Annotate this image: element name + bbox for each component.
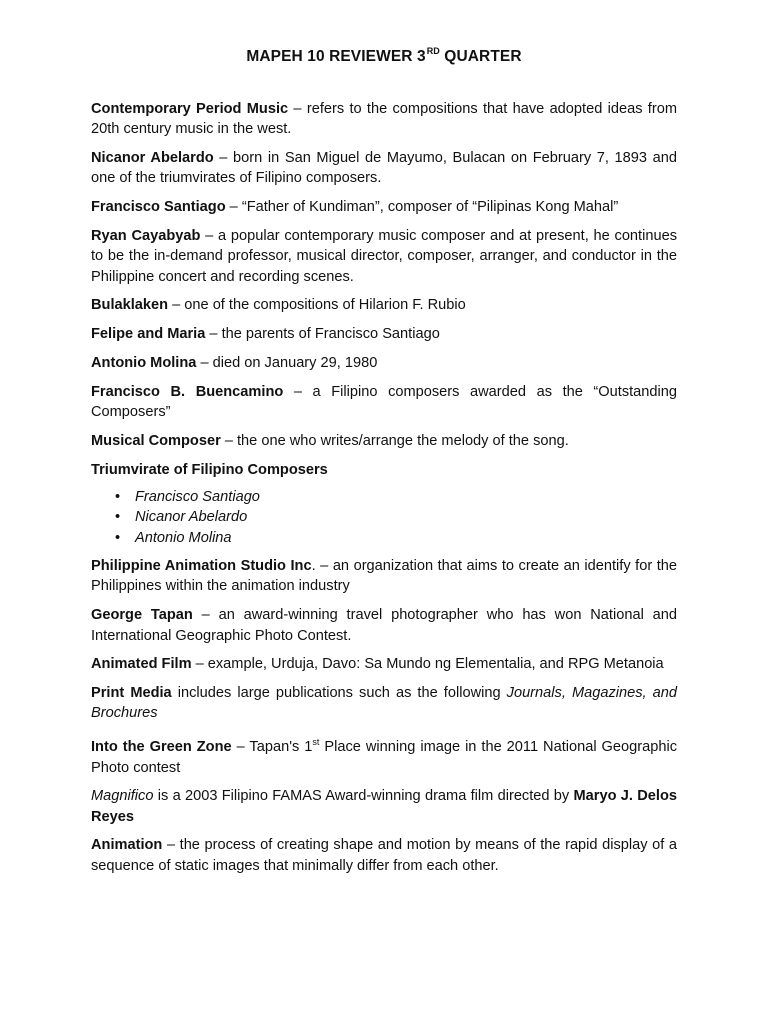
entry-bold-text: Maryo J. Delos Reyes	[91, 788, 677, 825]
entry-term: George Tapan	[91, 607, 193, 624]
entry-italic-text: Journals, Magazines, and Brochures	[91, 685, 677, 722]
entry-text: – “Father of Kundiman”, composer of “Pilipinas Kong Mahal”	[225, 199, 619, 216]
entry-text: – refers to the compositions that have adopted ideas from 20th century music in the west.	[91, 101, 677, 138]
list-item	[115, 487, 677, 508]
entry-text: – example, Urduja, Davo: Sa Mundo ng Elementalia, and RPG Metanoia	[191, 656, 664, 673]
entry-term: Philippine Animation Studio Inc	[91, 558, 312, 575]
entry-term: Print Media	[91, 685, 172, 702]
entry-italic-text: Magnifico	[91, 788, 154, 805]
bullet-icon: •	[115, 509, 121, 526]
entry-francisco-santiago	[91, 197, 677, 217]
entry-text: – the parents of Francisco Santiago	[205, 326, 440, 343]
entry-text: – Tapan's 1	[231, 739, 313, 756]
entry-text: is a 2003 Filipino FAMAS Award-winning drama film directed by	[153, 788, 574, 805]
title-main: MAPEH 10 REVIEWER 3	[246, 48, 426, 65]
bullet-icon: •	[115, 488, 121, 505]
page-title	[91, 46, 677, 66]
entry-text: – a Filipino composers awarded as the “Outstanding Composers”	[91, 383, 677, 421]
entry-term: Francisco Santiago	[91, 199, 226, 216]
entry-text: – born in San Miguel de Mayumo, Bulacan on February 7, 1893 and one of the triumvirates of Filipino composers.	[91, 150, 677, 187]
title-tail: QUARTER	[439, 48, 522, 65]
entry-into-the-green-zone	[91, 732, 677, 778]
list-item	[115, 528, 677, 549]
entry-term: Ryan Cayabyab	[91, 227, 201, 244]
entry-term: Musical Composer	[91, 432, 221, 449]
ordinal-superscript: st	[312, 737, 320, 748]
triumvirate-heading: Triumvirate of Filipino Composers	[91, 461, 328, 478]
entry-bulaklaken	[91, 295, 677, 315]
entry-term: Animated Film	[91, 656, 192, 673]
list-item-text: Nicanor Abelardo	[135, 509, 248, 526]
entry-term: Nicanor Abelardo	[91, 150, 214, 167]
entry-text: – a popular contemporary music composer and at present, he continues to be the in-demand professor, musical director, composer, arranger, and conductor in the Philippine concert and recording scenes.	[91, 227, 677, 285]
entry-text: – one of the compositions of Hilarion F. Rubio	[168, 297, 466, 314]
entry-term: Animation	[91, 837, 163, 854]
entry-animation	[91, 835, 677, 876]
entry-text: – died on January 29, 1980	[196, 354, 378, 371]
entry-philippine-animation-studio	[91, 556, 677, 597]
entry-term: Bulaklaken	[91, 297, 169, 314]
entry-print-media	[91, 683, 677, 724]
entry-text: – the one who writes/arrange the melody of the song.	[220, 432, 569, 449]
entry-text: – the process of creating shape and motion by means of the rapid display of a sequence of static images that minimally differ from each other.	[91, 837, 677, 874]
entry-felipe-and-maria	[91, 324, 677, 344]
triumvirate-list	[91, 487, 677, 549]
entry-animated-film	[91, 654, 677, 674]
entry-term: Antonio Molina	[91, 354, 197, 371]
title-superscript: RD	[426, 46, 440, 56]
entry-term: Contemporary Period Music	[91, 101, 289, 117]
entry-contemporary-period-music	[91, 99, 677, 140]
entry-term: Into the Green Zone	[91, 739, 232, 756]
entry-text: Place winning image in the 2011 National Geographic Photo contest	[91, 739, 678, 776]
list-item-text: Francisco Santiago	[135, 488, 260, 505]
list-item	[115, 507, 677, 528]
entry-francisco-b-buencamino	[91, 382, 677, 423]
entry-musical-composer	[91, 431, 677, 451]
entry-nicanor-abelardo	[91, 148, 677, 189]
list-item-text: Antonio Molina	[135, 529, 232, 546]
entry-text: . – an organization that aims to create an identify for the Philippines within the animation industry	[91, 558, 677, 595]
entry-text: includes large publications such as the following	[171, 685, 507, 702]
entry-ryan-cayabyab	[91, 226, 677, 287]
entry-text: – an award-winning travel photographer who has won National and International Geographic Photo Contest.	[91, 607, 677, 644]
entry-term: Francisco B. Buencamino	[91, 383, 284, 400]
bullet-icon: •	[115, 529, 121, 546]
entry-term: Felipe and Maria	[91, 326, 206, 343]
entry-magnifico	[91, 786, 677, 827]
entry-george-tapan	[91, 605, 677, 646]
entry-antonio-molina	[91, 353, 677, 373]
